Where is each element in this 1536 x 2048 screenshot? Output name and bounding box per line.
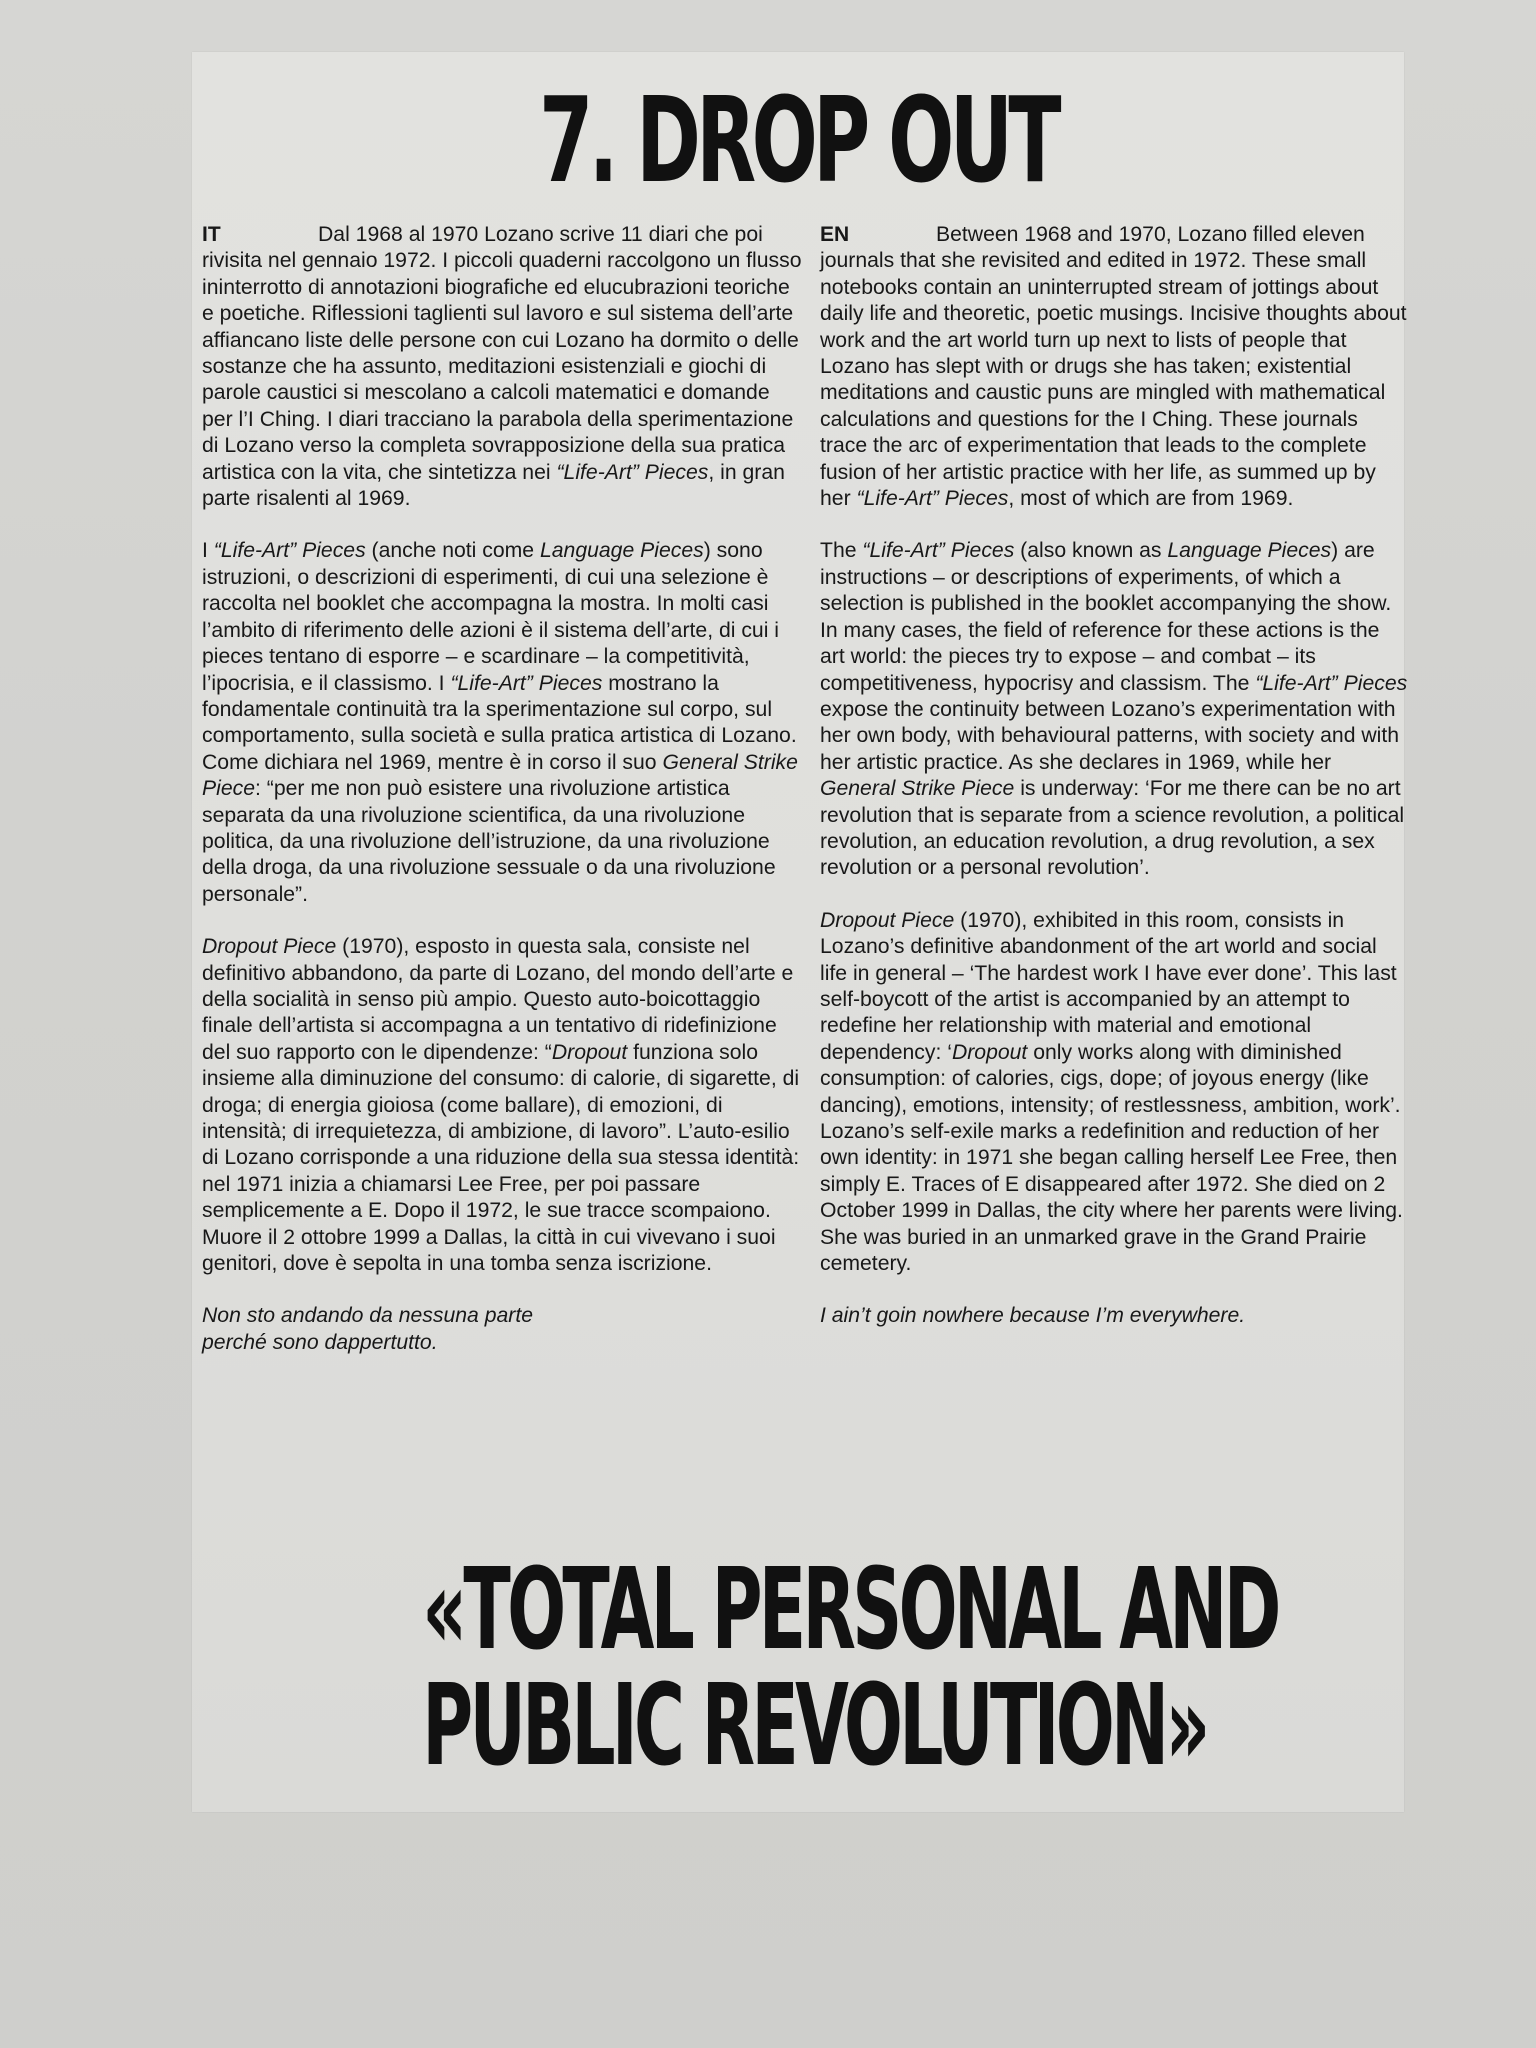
headline-quote-line-2: PUBLIC REVOLUTION»: [422, 1661, 1207, 1791]
it-p1-text: Dal 1968 al 1970 Lozano scrive 11 diari che poi rivisita nel gennaio 1972. I piccoli quaderni raccolgono un flusso ininterrotto di annotazioni biografiche ed elucubrazioni teoriche e poetiche. Riflessioni taglienti sul lavoro e sul sistema dell’arte affiancano liste delle persone con cui Lozano ha dormito o delle sostanze che ha assunto, meditazioni esistenziali e giochi di parole caustici si mescolano a calcoli matematici e domande per l’I Ching. I diari tracciano la parabola della sperimentazione di Lozano verso la completa sovrapposizione della sua pratica artistica con la vita, che sintetizza nei: [202, 223, 802, 484]
en-closing-quote: [820, 1303, 1408, 1329]
it-p3-emphasis-2: Dropout: [551, 1040, 628, 1064]
en-p2-text-a: The: [820, 539, 863, 563]
it-p2-text-b: (anche noti come: [365, 539, 540, 563]
en-language-label: EN: [820, 223, 850, 246]
en-p1-tail: , most of which are from 1969.: [1008, 487, 1294, 511]
it-p3-emphasis-1: Dropout Piece: [202, 935, 337, 959]
it-p1-emphasis: “Life-Art” Pieces: [556, 460, 709, 484]
it-closing-line-2: perché sono dappertutto.: [202, 1330, 438, 1354]
it-closing-quote: [202, 1303, 802, 1356]
headline-quote-line-1: «TOTAL PERSONAL AND: [422, 1545, 1278, 1675]
en-p2-emphasis-1: “Life-Art” Pieces: [862, 539, 1015, 563]
it-p2-emphasis-2: Language Pieces: [539, 539, 704, 563]
it-p2-emphasis-1: “Life-Art” Pieces: [213, 539, 366, 563]
en-paragraph-3: [820, 908, 1408, 1278]
it-p2-text-c: ) sono istruzioni, o descrizioni di esperimenti, di cui una selezione è raccolta nel booklet che accompagna la mostra. In molti casi l’ambito di riferimento delle azioni è il sistema dell’arte, di cui i pieces tentano di esporre – e scardinare – la competitività, l’ipocrisia, e il classismo. I: [202, 539, 780, 695]
headline-quote: [422, 1545, 1278, 1791]
en-p3-text-a: (1970), exhibited in this room, consists in Lozano’s definitive abandonment of the art world and social life in general – ‘The hardest work I have ever done’. This last self-boycott of the artist is accompanied by an attempt to redefine her relationship with material and emotional dependency: ‘: [820, 908, 1397, 1064]
en-p2-text-b: (also known as: [1014, 539, 1168, 563]
en-paragraph-2: [820, 538, 1408, 881]
en-paragraph-1: [820, 222, 1408, 512]
en-p1-text: Between 1968 and 1970, Lozano filled eleven journals that she revisited and edited in 1972. These small notebooks contain an uninterrupted stream of jottings about daily life and theoretic, poetic musings. Incisive thoughts about work and the art world turn up next to lists of people that Lozano has slept with or drugs she has taken; existential meditations and caustic puns are mingled with mathematical calculations and questions for the I Ching. These journals trace the arc of experimentation that leads to the complete fusion of her artistic practice with her life, as summed up by her: [820, 223, 1407, 511]
it-paragraph-3: [202, 934, 802, 1277]
it-closing-line-1: Non sto andando da nessuna parte: [202, 1304, 534, 1328]
it-p3-text-b: funziona solo insieme alla diminuzione del consumo: di calorie, di sigarette, di droga; di energia gioiosa (come ballare), di emozioni, di intensità; di irrequietezza, di ambizione, di lavoro”. L’auto-esilio di Lozano corrisponde a una riduzione della sua stessa identità: nel 1971 inizia a chiamarsi Lee Free, per poi passare semplicemente a E. Dopo il 1972, le sue tracce scompaiono. Muore il 2 ottobre 1999 a Dallas, la città in cui vivevano i suoi genitori, dove è sepolta in una tomba senza iscrizione.: [202, 1040, 800, 1276]
it-p2-text-a: I: [202, 539, 214, 563]
en-p1-emphasis: “Life-Art” Pieces: [856, 487, 1009, 511]
it-p1-tail: , in gran parte risalenti al 1969.: [202, 460, 785, 511]
en-p2-emphasis-3: “Life-Art” Pieces: [1255, 671, 1408, 695]
en-p2-text-c: ) are instructions – or descriptions of experiments, of which a selection is published in the booklet accompanying the show. In many cases, the field of reference for these actions is the art world: the pieces try to expose – and combat – its competitiveness, hypocrisy and classism. The: [820, 539, 1392, 695]
en-closing-line-1: I ain’t goin nowhere because I’m everywhere.: [820, 1304, 1246, 1328]
en-p2-emphasis-2: Language Pieces: [1167, 539, 1332, 563]
it-p2-text-e: : “per me non può esistere una rivoluzione artistica separata da una rivoluzione scientifica, da una rivoluzione politica, da una rivoluzione dell’istruzione, da una rivoluzione della droga, da una rivoluzione sessuale o da una rivoluzione personale”.: [202, 777, 776, 906]
en-p2-text-e: is underway: ‘For me there can be no art revolution that is separate from a science revolution, a political revolution, an education revolution, a drug revolution, a sex revolution or a personal revolution’.: [820, 777, 1405, 880]
it-p2-emphasis-4: General Strike Piece: [202, 750, 798, 801]
it-paragraph-1: [202, 222, 802, 512]
en-p3-emphasis-1: Dropout Piece: [820, 908, 955, 932]
italian-column: [202, 222, 802, 1382]
section-title: 7. DROP OUT: [539, 71, 1057, 209]
it-p3-text-a: (1970), esposto in questa sala, consiste nel definitivo abbandono, da parte di Lozano, del mondo dell’arte e della socialità in senso più ampio. Questo auto-boicottaggio finale dell’artista si accompagna a un tentativo di ridefinizione del suo rapporto con le dipendenze: “: [202, 935, 794, 1064]
it-p2-emphasis-3: “Life-Art” Pieces: [450, 671, 603, 695]
it-paragraph-2: [202, 538, 802, 908]
en-p3-text-b: only works along with diminished consumption: of calories, cigs, dope; of joyous energy (like dancing), emotions, intensity; of restlessness, ambition, work’. Lozano’s self-exile marks a redefinition and reduction of her own identity: in 1971 she began calling herself Lee Free, then simply E. Traces of E disappeared after 1972. She died on 2 October 1999 in Dallas, the city where her parents were living. She was buried in an unmarked grave in the Grand Prairie cemetery.: [820, 1040, 1403, 1276]
english-column: [820, 222, 1408, 1356]
wall-text-panel: [192, 52, 1408, 1812]
en-p2-emphasis-4: General Strike Piece: [820, 777, 1015, 801]
it-language-label: IT: [202, 223, 221, 246]
it-p2-text-d: mostrano la fondamentale continuità tra la sperimentazione sul corpo, sul comportamento, sulla società e sulla pratica artistica di Lozano. Come dichiara nel 1969, mentre è in corso il suo: [202, 671, 797, 774]
en-p2-text-d: expose the continuity between Lozano’s experimentation with her own body, with behavioural patterns, with society and with her artistic practice. As she declares in 1969, while her: [820, 697, 1400, 774]
en-p3-emphasis-2: Dropout: [951, 1040, 1028, 1064]
